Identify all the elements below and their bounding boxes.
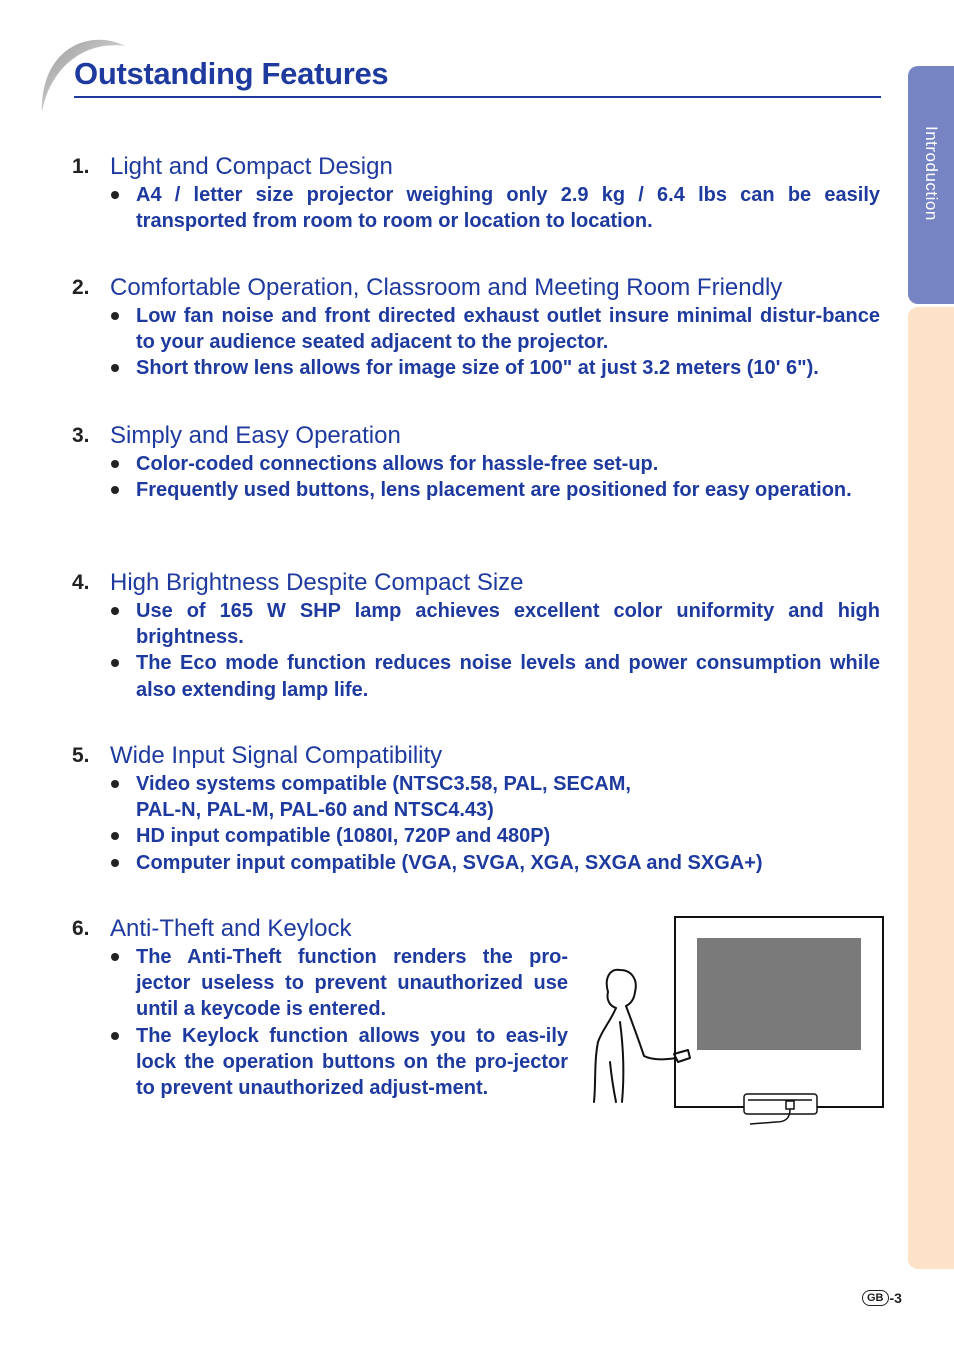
side-strip — [908, 307, 954, 1269]
bullet-list — [72, 303, 880, 382]
feature-section-1 — [72, 152, 880, 234]
section-heading — [72, 568, 880, 598]
feature-section-3 — [72, 421, 880, 503]
bullet-item: Low fan noise and front directed exhaust outlet insure minimal distur-bance to your audience seated adjacent to the projector. — [72, 303, 880, 355]
page-number-text: -3 — [889, 1290, 902, 1306]
bullet-list — [72, 944, 568, 1101]
bullet-item: Computer input compatible (VGA, SVGA, XGA, SXGA and SXGA+) — [72, 850, 880, 876]
bullet-item: The Eco mode function reduces noise levels and power consumption while also extending lamp life. — [72, 650, 880, 702]
section-heading-text: Simply and Easy Operation — [110, 422, 401, 449]
bullet-item: Color-coded connections allows for hassle-free set-up. — [72, 451, 880, 477]
section-heading-text: Wide Input Signal Compatibility — [110, 742, 443, 769]
bullet-item: A4 / letter size projector weighing only 2.9 kg / 6.4 lbs can be easily transported from room to room or location to location. — [72, 182, 880, 234]
feature-section-6 — [72, 914, 568, 1101]
bullet-item: Frequently used buttons, lens placement are positioned for easy operation. — [72, 477, 880, 503]
bullet-item: The Anti-Theft function renders the pro-jector useless to prevent unauthorized use until a keycode is entered. — [72, 944, 568, 1023]
feature-section-5 — [72, 741, 880, 876]
title-rule — [74, 96, 881, 98]
projector-remote-illustration — [580, 912, 890, 1132]
section-number: 1. — [72, 155, 90, 178]
bullet-item: The Keylock function allows you to eas-ily lock the operation buttons on the pro-jector to prevent unauthorized adjust-ment. — [72, 1023, 568, 1102]
section-heading-text: Comfortable Operation, Classroom and Meeting Room Friendly — [110, 274, 783, 301]
section-number: 4. — [72, 571, 90, 594]
section-heading-text: Anti-Theft and Keylock — [110, 915, 352, 942]
section-heading — [72, 273, 880, 303]
side-tab-label: Introduction — [922, 126, 941, 221]
bullet-list — [72, 451, 880, 503]
section-heading — [72, 741, 880, 771]
section-heading-text: Light and Compact Design — [110, 153, 393, 180]
page-title: Outstanding Features — [74, 56, 389, 91]
page-number — [862, 1290, 902, 1306]
bullet-item: Short throw lens allows for image size of 100" at just 3.2 meters (10' 6"). — [72, 355, 880, 381]
bullet-item — [72, 771, 880, 823]
bullet-list — [72, 182, 880, 234]
bullet-line: PAL-N, PAL-M, PAL-60 and NTSC4.43) — [136, 799, 494, 822]
feature-section-2 — [72, 273, 880, 382]
feature-section-4 — [72, 568, 880, 703]
section-heading-text: High Brightness Despite Compact Size — [110, 569, 524, 596]
bullet-item: HD input compatible (1080I, 720P and 480P) — [72, 823, 880, 849]
section-number: 2. — [72, 276, 90, 299]
section-heading — [72, 152, 880, 182]
bullet-list — [72, 598, 880, 703]
section-number: 5. — [72, 744, 90, 767]
section-number: 3. — [72, 424, 90, 447]
section-number: 6. — [72, 917, 90, 940]
bullet-item: Use of 165 W SHP lamp achieves excellent color uniformity and high brightness. — [72, 598, 880, 650]
bullet-line: Video systems compatible (NTSC3.58, PAL, SECAM, — [136, 773, 631, 795]
gb-badge: GB — [862, 1290, 889, 1306]
section-heading — [72, 421, 880, 451]
section-heading — [72, 914, 568, 944]
bullet-list — [72, 771, 880, 876]
